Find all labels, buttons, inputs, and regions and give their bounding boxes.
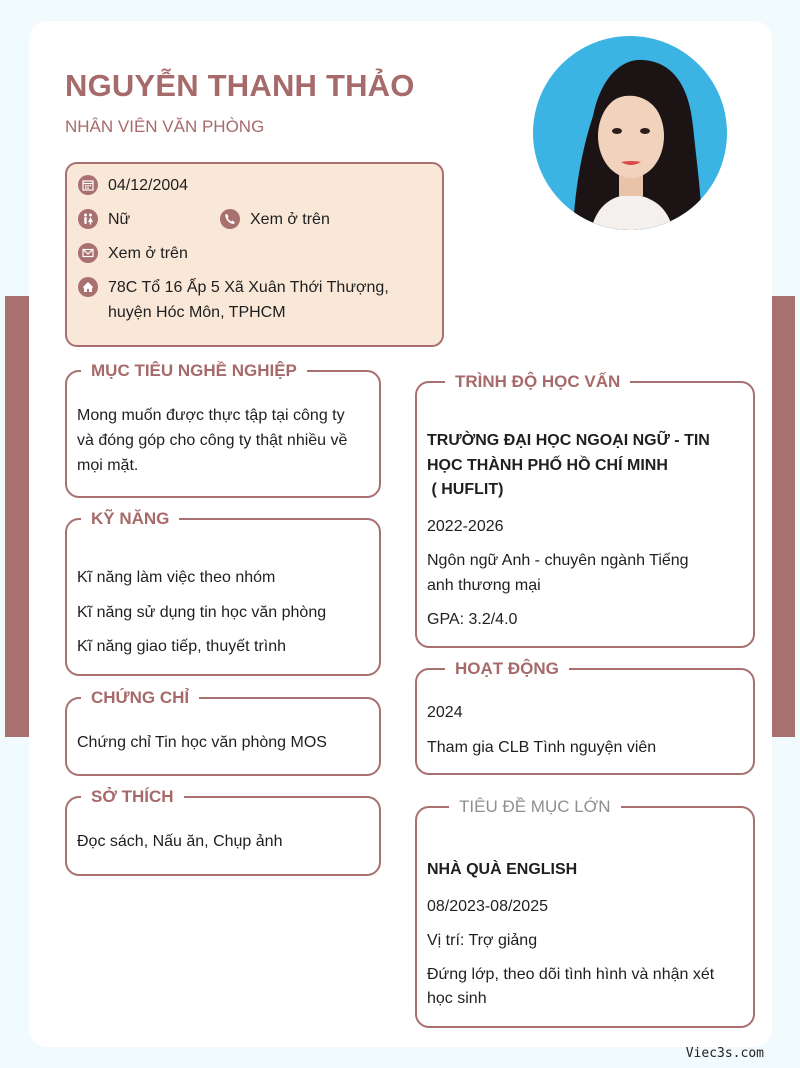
experience-period: 08/2023-08/2025 — [427, 898, 548, 915]
profile-photo — [533, 36, 727, 230]
activities-section — [415, 659, 755, 775]
experience-desc-line: Đứng lớp, theo dõi tình hình và nhận xét — [427, 966, 715, 983]
hobbies-section — [65, 787, 381, 876]
candidate-position: NHÂN VIÊN VĂN PHÒNG — [65, 117, 265, 136]
career-objective-section — [65, 361, 381, 498]
phone-value: Xem ở trên — [250, 211, 330, 228]
email-value: Xem ở trên — [108, 245, 188, 262]
candidate-name: NGUYỄN THANH THẢO — [65, 68, 415, 103]
watermark: Viec3s.com — [685, 1046, 764, 1061]
section-title: TIÊU ĐỀ MỤC LỚN — [449, 794, 621, 820]
major-line: Ngôn ngữ Anh - chuyên ngành Tiếng — [427, 552, 689, 569]
right-accent-band — [772, 296, 795, 737]
address-row — [78, 275, 389, 325]
email-icon — [78, 243, 98, 263]
email-row — [78, 241, 188, 266]
calendar-icon — [78, 175, 98, 195]
gender-value: Nữ — [108, 211, 131, 228]
objective-line: mọi mặt. — [77, 457, 139, 474]
skill-item: Kĩ năng làm việc theo nhóm — [77, 569, 276, 586]
section-title: HOẠT ĐỘNG — [445, 656, 569, 682]
certificates-section — [65, 688, 381, 776]
school-name-line: ( HUFLIT) — [427, 481, 504, 498]
address-value: 78C Tổ 16 Ấp 5 Xã Xuân Thới Thượng, huyện Hóc Môn, TPHCM — [108, 279, 389, 321]
experience-role: Vị trí: Trợ giảng — [427, 932, 538, 949]
phone-row — [220, 207, 330, 232]
education-section — [415, 372, 755, 648]
activity-text: Tham gia CLB Tình nguyện viên — [427, 739, 657, 756]
hobbies-text: Đọc sách, Nấu ăn, Chụp ảnh — [77, 833, 283, 850]
section-title: CHỨNG CHỈ — [81, 685, 199, 711]
gpa-text: GPA: 3.2/4.0 — [427, 611, 518, 628]
birthday-row — [78, 173, 188, 198]
section-title: KỸ NĂNG — [81, 506, 179, 532]
skill-item: Kĩ năng giao tiếp, thuyết trình — [77, 638, 287, 655]
section-title: MỤC TIÊU NGHỀ NGHIỆP — [81, 358, 307, 384]
phone-icon — [220, 209, 240, 229]
experience-section — [415, 797, 755, 1028]
section-title: SỞ THÍCH — [81, 784, 184, 810]
left-accent-band — [5, 296, 29, 737]
skills-section — [65, 509, 381, 676]
certificate-item: Chứng chỉ Tin học văn phòng MOS — [77, 734, 327, 751]
section-title: TRÌNH ĐỘ HỌC VẤN — [445, 369, 630, 395]
experience-desc-line: học sinh — [427, 990, 487, 1007]
skill-item: Kĩ năng sử dụng tin học văn phòng — [77, 604, 327, 621]
objective-line: Mong muốn được thực tập tại công ty — [77, 407, 345, 424]
activity-year: 2024 — [427, 704, 463, 721]
birthday-value: 04/12/2004 — [108, 177, 189, 194]
objective-line: và đóng góp cho công ty thật nhiều về — [77, 432, 348, 449]
gender-row — [78, 207, 130, 232]
education-years: 2022-2026 — [427, 518, 504, 535]
school-name-line: HỌC THÀNH PHỐ HỒ CHÍ MINH — [427, 457, 668, 474]
company-name: NHÀ QUÀ ENGLISH — [427, 861, 578, 878]
major-line: anh thương mại — [427, 577, 541, 594]
personal-info-card — [65, 162, 444, 347]
gender-icon — [78, 209, 98, 229]
school-name-line: TRƯỜNG ĐẠI HỌC NGOẠI NGỮ - TIN — [427, 432, 710, 449]
home-icon — [78, 277, 98, 297]
